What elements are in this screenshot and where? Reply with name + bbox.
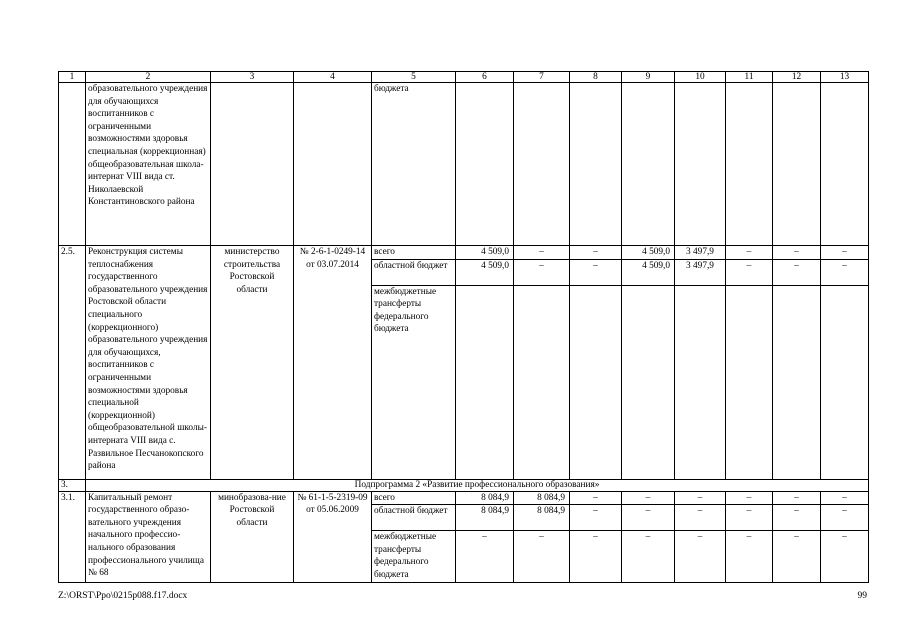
funding-source: межбюджетные трансферты федерального бюджета <box>372 531 456 582</box>
object-name: образовательного учреждения для обучающихся воспитанников с ограниченными возможностями здоровья специальная (коррекционная) общеобразовательная школа-интернат VIII вида ст. Николаевской Константиновского района <box>86 83 211 246</box>
table-row <box>59 246 869 260</box>
cell-value: 8 084,9 <box>456 505 514 531</box>
cell-value: – <box>773 491 821 505</box>
funding-source: областной бюджет <box>372 505 456 531</box>
cell-value: – <box>675 531 726 582</box>
cell-value <box>821 285 869 479</box>
cell-value: – <box>821 246 869 260</box>
budget-table-sheet <box>58 71 868 583</box>
col-header: 2 <box>86 72 211 83</box>
cell-value: – <box>675 491 726 505</box>
cell-value: – <box>773 246 821 260</box>
cell-value: – <box>570 531 622 582</box>
cell-value: – <box>726 531 773 582</box>
cell-value: 3 497,9 <box>675 259 726 285</box>
col-header: 9 <box>622 72 675 83</box>
cell-value: – <box>726 246 773 260</box>
subprogram-title: Подпрограмма 2 «Развитие профессионального образования» <box>86 479 869 491</box>
document-ref: № 61-1-5-2319-09 от 05.06.2009 <box>294 491 372 582</box>
funding-source: бюджета <box>372 83 456 246</box>
cell-value: – <box>570 491 622 505</box>
cell-value: 4 509,0 <box>622 246 675 260</box>
col-header: 3 <box>211 72 294 83</box>
cell-value <box>726 285 773 479</box>
cell-value <box>570 285 622 479</box>
cell-value <box>622 285 675 479</box>
cell-value: – <box>570 246 622 260</box>
cell-value: – <box>675 505 726 531</box>
cell-value <box>773 285 821 479</box>
cell-value: – <box>622 491 675 505</box>
cell-value: – <box>514 259 570 285</box>
cell-value: – <box>773 531 821 582</box>
cell-value: 8 084,9 <box>456 491 514 505</box>
cell-value: – <box>622 505 675 531</box>
cell-value: 4 509,0 <box>456 246 514 260</box>
budget-table <box>58 71 869 583</box>
cell-value: – <box>821 505 869 531</box>
col-header: 13 <box>821 72 869 83</box>
column-number-row <box>59 72 869 83</box>
cell-value <box>514 285 570 479</box>
cell-value: – <box>456 531 514 582</box>
cell-value: – <box>514 531 570 582</box>
cell-value: 3 497,9 <box>675 246 726 260</box>
cell-value: 8 084,9 <box>514 491 570 505</box>
page-number: 99 <box>857 591 867 601</box>
cell-value: – <box>622 531 675 582</box>
col-header: 8 <box>570 72 622 83</box>
row-number: 3. <box>59 479 86 491</box>
object-name: Реконструкция системы теплоснабжения государственного образовательного учреждения Ростовской области специального (коррекционного) образовательного учреждения для обучающихся, воспитанников с ограниченными возможностями здоровья специальной (коррекционной) общеобразовательной школы-интерната VIII вида с. Развильное Песчанокопского района <box>86 246 211 480</box>
cell-value: – <box>821 491 869 505</box>
col-header: 1 <box>59 72 86 83</box>
col-header: 5 <box>372 72 456 83</box>
cell-value: – <box>726 505 773 531</box>
cell-value: – <box>570 505 622 531</box>
table-row-continuation <box>59 83 869 246</box>
col-header: 12 <box>773 72 821 83</box>
cell-value: 8 084,9 <box>514 505 570 531</box>
col-header: 4 <box>294 72 372 83</box>
row-number: 3.1. <box>59 491 86 582</box>
funding-source: межбюджетные трансферты федерального бюджета <box>372 285 456 479</box>
cell-value: 4 509,0 <box>622 259 675 285</box>
funding-source: всего <box>372 491 456 505</box>
cell-value: – <box>726 259 773 285</box>
col-header: 7 <box>514 72 570 83</box>
subprogram-row <box>59 479 869 491</box>
col-header: 11 <box>726 72 773 83</box>
document-path: Z:\ORST\Ppo\0215p088.f17.docx <box>58 591 188 601</box>
executor: министерство строительства Ростовской области <box>211 246 294 480</box>
cell-value: – <box>821 259 869 285</box>
cell-value: – <box>514 246 570 260</box>
cell-value: 4 509,0 <box>456 259 514 285</box>
col-header: 10 <box>675 72 726 83</box>
row-number: 2.5. <box>59 246 86 480</box>
cell-value: – <box>773 259 821 285</box>
funding-source: всего <box>372 246 456 260</box>
col-header: 6 <box>456 72 514 83</box>
cell-value <box>675 285 726 479</box>
executor: минобразова-ние Ростовской области <box>211 491 294 582</box>
funding-source: областной бюджет <box>372 259 456 285</box>
cell-value: – <box>821 531 869 582</box>
cell-value: – <box>726 491 773 505</box>
cell-value <box>456 285 514 479</box>
cell-value: – <box>570 259 622 285</box>
table-row <box>59 491 869 505</box>
object-name: Капитальный ремонт государственного образо-вательного учреждения начального профессио-нального образования профессионального училища № 68 <box>86 491 211 582</box>
cell-value: – <box>773 505 821 531</box>
document-ref: № 2-6-1-0249-14 от 03.07.2014 <box>294 246 372 480</box>
